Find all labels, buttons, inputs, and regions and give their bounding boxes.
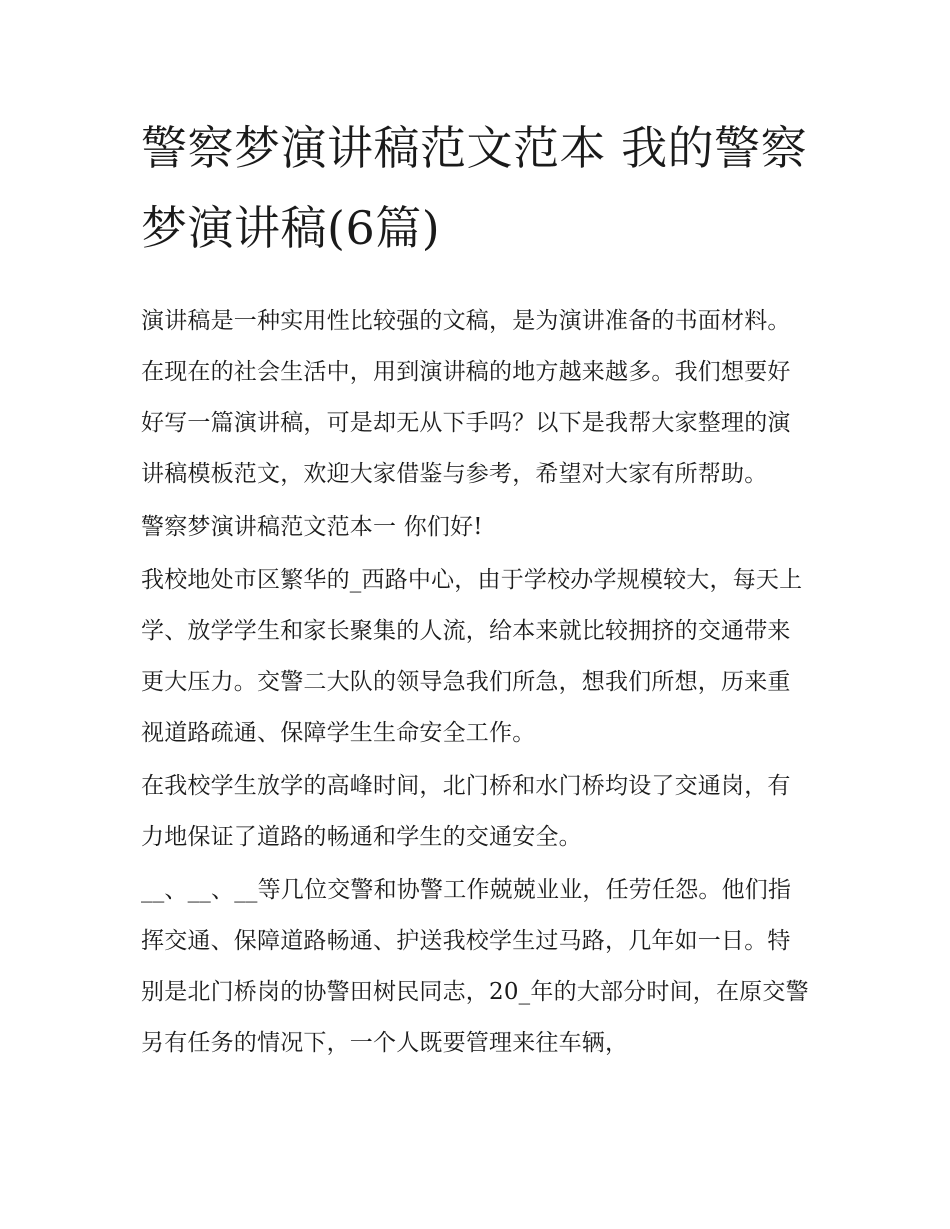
paragraph-heading-1: 警察梦演讲稿范文范本一 你们好! xyxy=(141,514,483,540)
document-body xyxy=(141,296,813,1069)
paragraph-traffic-posts: 在我校学生放学的高峰时间，北门桥和水门桥均设了交通岗，有力地保证了道路的畅通和学生的交通安全。 xyxy=(141,773,791,850)
paragraph-intro: 演讲稿是一种实用性比较强的文稿，是为演讲准备的书面材料。在现在的社会生活中，用到演讲稿的地方越来越多。我们想要好好写一篇演讲稿，可是却无从下手吗？以下是我帮大家整理的演讲稿模板范文，欢迎大家借鉴与参考，希望对大家有所帮助。 xyxy=(141,308,791,487)
document-title: 警察梦演讲稿范文范本 我的警察梦演讲稿(6篇) xyxy=(141,121,808,255)
paragraph-school-location: 我校地处市区繁华的_西路中心，由于学校办学规模较大，每天上学、放学学生和家长聚集的人流，给本来就比较拥挤的交通带来更大压力。交警二大队的领导急我们所急，想我们所想，历来重视道路疏通、保障学生生命安全工作。 xyxy=(141,567,803,746)
paragraph-officers: __、__、__等几位交警和协警工作兢兢业业，任劳任怨。他们指挥交通、保障道路畅通、护送我校学生过马路，几年如一日。特别是北门桥岗的协警田树民同志，20_年的大部分时间，在原交警另有任务的情况下，一个人既要管理来往车辆， xyxy=(141,877,809,1056)
document-page xyxy=(141,108,813,1071)
